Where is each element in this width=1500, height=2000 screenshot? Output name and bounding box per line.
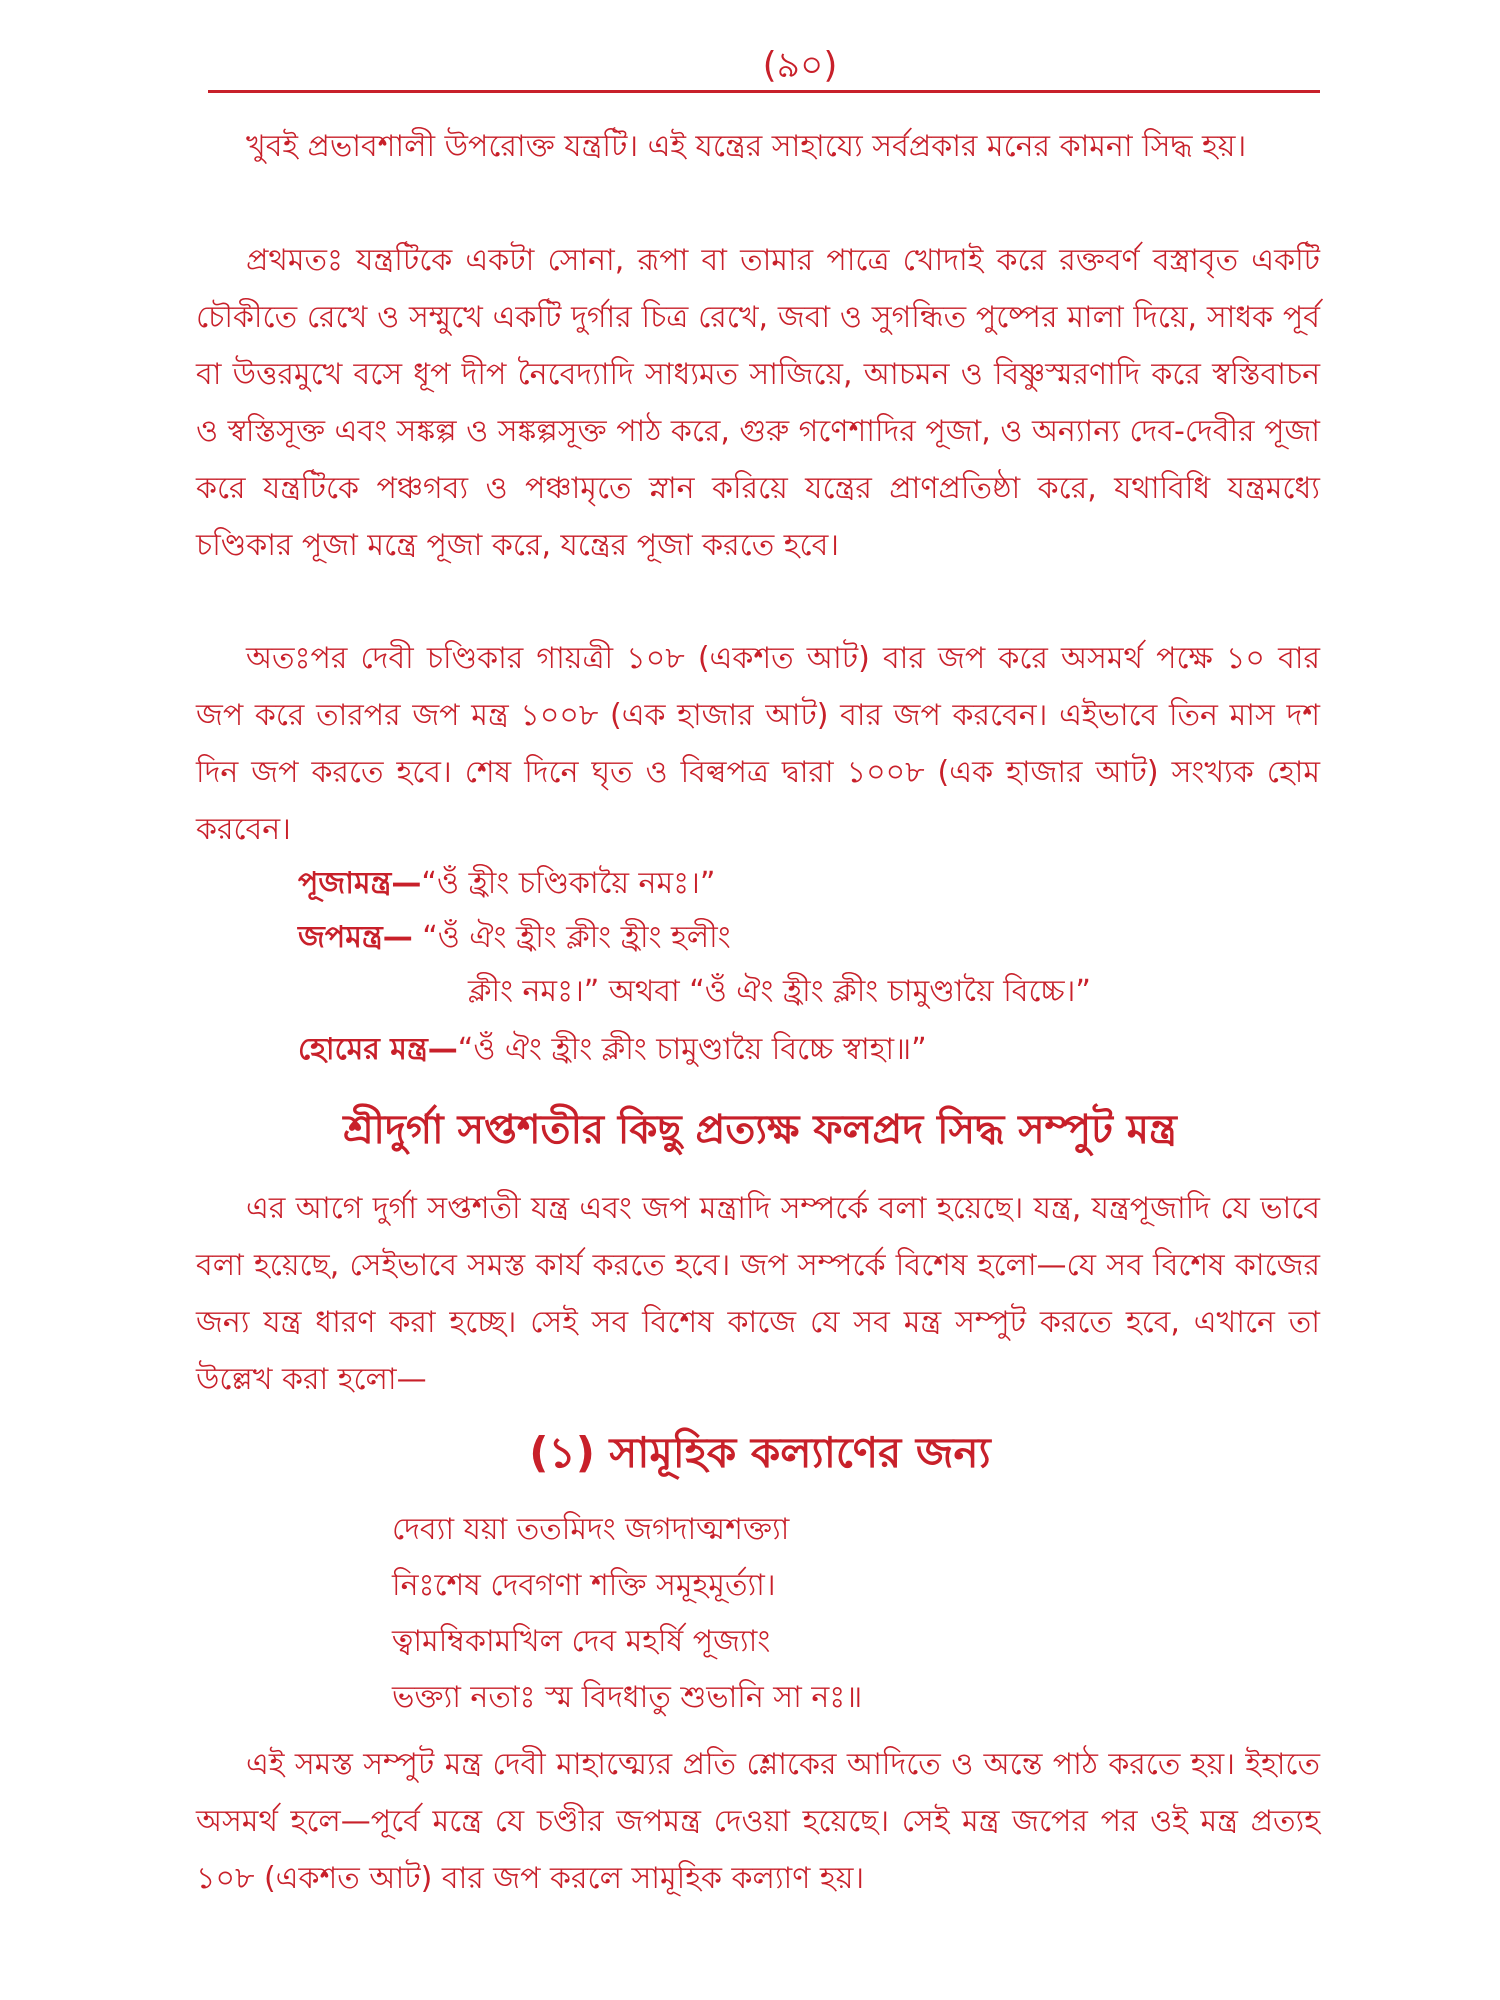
verse-line-3: ত্বামম্বিকামখিল দেব মহর্ষি পূজ্যাং [392,1624,771,1659]
paragraph-2: প্রথমতঃ যন্ত্রটিকে একটা সোনা, রূপা বা তামার পাত্রে খোদাই করে রক্তবর্ণ বস্ত্রাবৃত একটি চৌকীতে রেখে ও সম্মুখে একটি দুর্গার চিত্র রেখে, জবা ও সুগন্ধিত পুষ্পের মালা দিয়ে, সাধক পূর্ব বা উত্তরমুখে বসে ধূপ দীপ নৈবেদ্যাদি সাধ্যমত সাজিয়ে, আচমন ও বিষ্ণুস্মরণাদি করে স্বস্তিবাচন ও স্বস্তিসূক্ত এবং সঙ্কল্প ও সঙ্কল্পসূক্ত পাঠ করে, গুরু গণেশাদির পূজা, ও অন্যান্য দেব-দেবীর পূজা করে যন্ত্রটিকে পঞ্চগব্য ও পঞ্চামৃতে স্নান করিয়ে যন্ত্রের প্রাণপ্রতিষ্ঠা করে, যথাবিধি যন্ত্রমধ্যে চণ্ডিকার পূজা মন্ত্রে পূজা করে, যন্ত্রের পূজা করতে হবে। [196,243,1320,563]
homa-mantra [298,1024,927,1076]
verse-line-1: দেব্যা যয়া ততমিদং জগদাত্মশক্ত্যা [392,1512,790,1547]
puja-mantra [298,858,715,910]
header-rule [208,90,1320,93]
puja-mantra-text: “ওঁ হ্রীং চণ্ডিকায়ৈ নমঃ।” [421,866,716,901]
japa-mantra [298,912,731,964]
section-heading: শ্রীদুর্গা সপ্তশতীর কিছু প্রত্যক্ষ ফলপ্রদ সিদ্ধ সম্পুট মন্ত্র [343,1107,1177,1153]
puja-mantra-label: পূজামন্ত্র— [298,866,422,901]
japa-mantra-text-1: “ওঁ ঐং হ্রীং ক্লীং হ্রীং হলীং [422,920,731,955]
homa-mantra-text: “ওঁ ঐং হ্রীং ক্লীং চামুণ্ডায়ৈ বিচ্চে স্বাহা॥” [457,1032,927,1067]
paragraph-3: অতঃপর দেবী চণ্ডিকার গায়ত্রী ১০৮ (একশত আট) বার জপ করে অসমর্থ পক্ষে ১০ বার জপ করে তারপর জপ মন্ত্র ১০০৮ (এক হাজার আট) বার জপ করবেন। এইভাবে তিন মাস দশ দিন জপ করতে হবে। শেষ দিনে ঘৃত ও বিল্বপত্র দ্বারা ১০০৮ (এক হাজার আট) সংখ্যক হোম করবেন। [196,641,1320,847]
paragraph-1: খুবই প্রভাবশালী উপরোক্ত যন্ত্রটি। এই যন্ত্রের সাহায্যে সর্বপ্রকার মনের কামনা সিদ্ধ হয়। [246,129,1247,164]
verse-line-4: ভক্ত্যা নতাঃ স্ম বিদধাতু শুভানি সা নঃ॥ [392,1680,863,1715]
closing-paragraph: এই সমস্ত সম্পুট মন্ত্র দেবী মাহাত্ম্যের প্রতি শ্লোকের আদিতে ও অন্তে পাঠ করতে হয়। ইহাতে অসমর্থ হলে—পূর্বে মন্ত্রে যে চণ্ডীর জপমন্ত্র দেওয়া হয়েছে। সেই মন্ত্র জপের পর ওই মন্ত্র প্রত্যহ ১০৮ (একশত আট) বার জপ করলে সামূহিক কল্যাণ হয়। [196,1747,1320,1896]
subsection-heading: (১) সামূহিক কল্যাণের জন্য [529,1428,991,1477]
verse-line-2: নিঃশেষ দেবগণা শক্তি সমূহমূর্ত্যা। [392,1568,776,1603]
japa-mantra-label: জপমন্ত্র— [298,920,413,955]
page-number: (৯০) [762,45,838,86]
intro-paragraph: এর আগে দুর্গা সপ্তশতী যন্ত্র এবং জপ মন্ত্রাদি সম্পর্কে বলা হয়েছে। যন্ত্র, যন্ত্রপূজাদি যে ভাবে বলা হয়েছে, সেইভাবে সমস্ত কার্য করতে হবে। জপ সম্পর্কে বিশেষ হলো—যে সব বিশেষ কাজের জন্য যন্ত্র ধারণ করা হচ্ছে। সেই সব বিশেষ কাজে যে সব মন্ত্র সম্পুট করতে হবে, এখানে তা উল্লেখ করা হলো— [196,1191,1320,1397]
homa-mantra-label: হোমের মন্ত্র— [298,1032,458,1067]
japa-mantra-continued: ক্লীং নমঃ।” অথবা “ওঁ ঐং হ্রীং ক্লীং চামুণ্ডায়ৈ বিচ্চে।” [468,974,1091,1009]
